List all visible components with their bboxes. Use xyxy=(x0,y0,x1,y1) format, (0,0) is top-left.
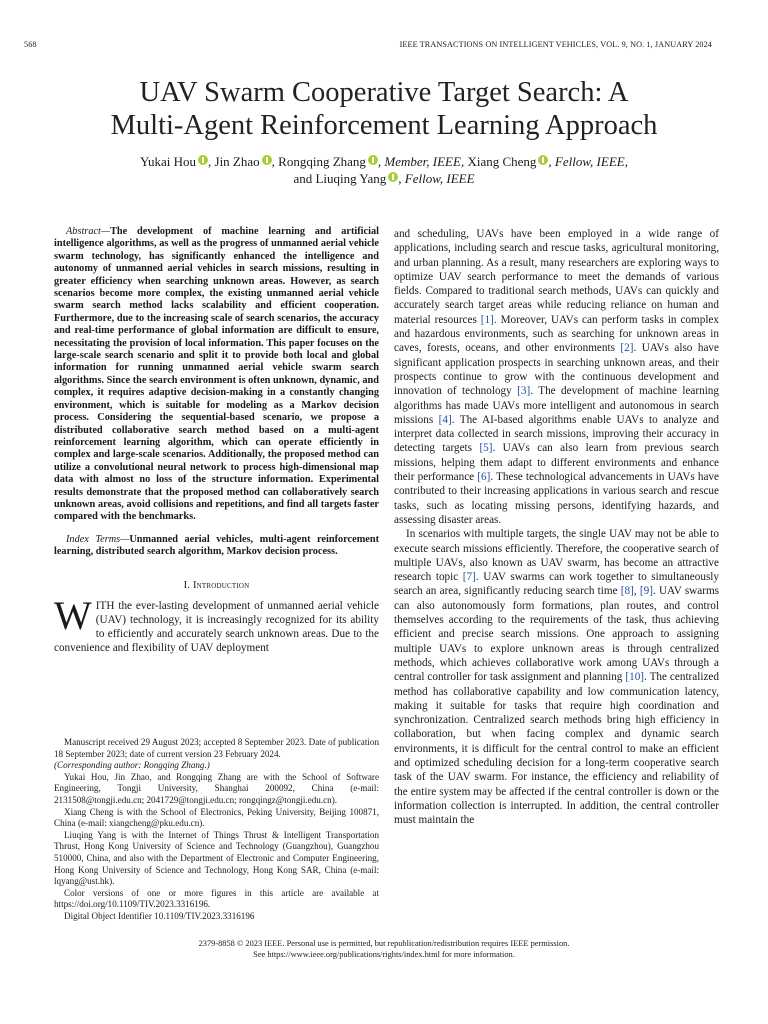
author-name: Jin Zhao xyxy=(214,154,260,169)
index-terms xyxy=(54,534,379,559)
orcid-icon[interactable] xyxy=(262,155,272,165)
citation-link[interactable]: [2] xyxy=(620,342,634,355)
text-run: In scenarios with multiple targets, the single UAV may not be able to execute search missions efficiently. Therefore, the cooperative search of multiple UAVs, also known as UAV swarm, has become an attractive research topic xyxy=(394,528,719,584)
author-name: Liuqing Yang xyxy=(315,171,387,186)
author-line-2: and Liuqing Yang , Fellow, IEEE xyxy=(293,171,475,186)
orcid-icon[interactable] xyxy=(198,155,208,165)
right-column xyxy=(394,227,719,827)
text-run: . The development of machine learning algorithms has made UAVs more intelligent and autonomous in search missions xyxy=(394,385,719,426)
index-terms-text: Unmanned aerial vehicles, multi-agent reinforcement learning, distributed search algorithm, Markov decision process. xyxy=(54,533,379,558)
author-role: Fellow, IEEE xyxy=(404,171,475,186)
footnote-corresponding: (Corresponding author: Rongqing Zhang.) xyxy=(54,760,210,771)
body-paragraph-2 xyxy=(394,527,719,827)
author-role: Fellow, IEEE xyxy=(554,154,625,169)
footnote-affiliation-1: Yukai Hou, Jin Zhao, and Rongqing Zhang are with the School of Software Engineering, Tongji University, Shanghai 200092, China (e-mail: 2131508@tongji.edu.cn; 2041729@tongji.edu.cn; rongqingz@tongji.edu.cn). xyxy=(54,771,379,805)
text-run: , xyxy=(633,585,640,598)
copyright-line: 2379-8858 © 2023 IEEE. Personal use is permitted, but republication/redistribution requires IEEE permission. xyxy=(198,939,570,948)
citation-link[interactable]: [3] xyxy=(517,385,531,398)
body-paragraph-1 xyxy=(394,227,719,527)
footnote-color-versions: Color versions of one or more figures in this article are available at https://doi.org/10.1109/TIV.2023.3316196. xyxy=(54,887,379,910)
author-name: Xiang Cheng xyxy=(467,154,537,169)
footnote-received: Manuscript received 29 August 2023; accepted 8 September 2023. Date of publication 18 September 2023; date of current version 23 February 2024. xyxy=(54,737,379,759)
rights-link-line[interactable]: See https://www.ieee.org/publications/rights/index.html for more information. xyxy=(253,950,515,959)
orcid-icon[interactable] xyxy=(538,155,548,165)
page-number: 568 xyxy=(24,40,37,49)
author-conjunction: and xyxy=(293,171,313,186)
title-line-1: UAV Swarm Cooperative Target Search: A xyxy=(139,77,629,108)
citation-link[interactable]: [8] xyxy=(620,585,634,598)
citation-link[interactable]: [7] xyxy=(462,571,476,584)
citation-link[interactable]: [6] xyxy=(477,471,491,484)
orcid-icon[interactable] xyxy=(368,155,378,165)
drop-cap: W xyxy=(54,592,92,638)
section-title: Introduction xyxy=(192,579,250,591)
citation-link[interactable]: [5] xyxy=(479,442,493,455)
orcid-icon[interactable] xyxy=(388,172,398,182)
citation-link[interactable]: [9] xyxy=(639,585,653,598)
author-name: Rongqing Zhang xyxy=(278,154,366,169)
text-run: . These technological advancements in UAVs have contributed to their increasing applications in various search and rescue tasks, such as locating missing persons, identifying hazards, and assessing disaster areas. xyxy=(394,471,719,526)
first-page-footnotes xyxy=(54,737,379,923)
left-column xyxy=(54,226,379,656)
text-run: . Moreover, UAVs can perform tasks in complex and hazardous environments, such as searching for unknown areas in caves, forests, oceans, and other environments xyxy=(394,313,719,355)
citation-link[interactable]: [10] xyxy=(625,671,645,684)
index-terms-label: Index Terms— xyxy=(66,533,130,545)
author-line-1: Yukai Hou , Jin Zhao , Rongqing Zhang , Member, IEEE, Xiang Cheng , Fellow, IEEE, xyxy=(140,154,628,169)
text-run: . The AI-based algorithms enable UAVs to analyze and interpret data collected in search missions, improving their accuracy in detecting targets xyxy=(394,413,720,455)
footnote-affiliation-3: Liuqing Yang is with the Internet of Things Thrust & Intelligent Transportation Thrust, Hong Kong University of Science and Technology (Guangzhou), Guangzhou 510000, China, and also with the Department of Electronic and Computer Engineering, Hong Kong University of Science and Technology, Hong Kong SAR, China (e-mail: lqyang@ust.hk). xyxy=(54,829,379,887)
abstract-label: Abstract— xyxy=(66,226,111,237)
intro-paragraph xyxy=(54,592,379,656)
text-run: . UAVs also have significant application prospects in searching unknown areas, and their prospects continue to grow with the continuous development and innovation of technology xyxy=(394,342,719,398)
intro-text: ITH the ever-lasting development of unmanned aerial vehicle (UAV) technology, it is increasingly recognized for its ability to efficiently and accurately search unknown areas. Due to the convenience and flexibility of UAV deployment xyxy=(54,599,379,655)
text-run: . UAV swarms can also autonomously form formations, plan routes, and control themselves according to the requirements of the task, thus achieving efficient and precise search missions. One approach to assigning multiple UAVs to explore unknown areas is through centralized methods, which achieves collaborative work among UAVs through a central controller for task assignment and planning xyxy=(394,585,719,684)
author-role: Member, IEEE xyxy=(384,154,461,169)
abstract xyxy=(54,226,379,524)
title-line-2: Multi-Agent Reinforcement Learning Approach xyxy=(110,110,658,141)
abstract-text: The development of machine learning and artificial intelligence algorithms, as well as the progress of unmanned aerial vehicle swarm technology, has significantly enhanced the intelligence and autonomy of unmanned aerial vehicles in search missions, resulting in greater efficiency when searching unknown areas. However, as search scenarios become more complex, the existing unmanned aerial vehicle swarm search method lacks scalability and efficient cooperation. Furthermore, due to the increasing scale of search scenarios, the accuracy and real-time performance of global information are difficult to ensure, necessitating the provision of local information. This paper focuses on the large-scale search scenario and split it to provide both local and global information for running unmanned aerial vehicle swarm search algorithms. Since the search environment is often unknown, dynamic, and complex, it requires adaptive decision-making in a constantly changing environment, which is suitable for modeling as a Markov decision process. Considering the sequential-based scenario, we propose a distributed collaborative search method based on a multi-agent reinforcement learning algorithm, which can operate efficiently in complex and large-scale scenarios. Additionally, the proposed method can utilize a convolutional neural network to process high-dimensional map data with almost no loss of the structure information. Experimental results demonstrate that the proposed method can collaboratively search unknown areas, avoid collisions and repetitions, and find all targets faster compared with the benchmarks. xyxy=(54,226,379,523)
author-list xyxy=(24,153,744,187)
citation-link[interactable]: [4] xyxy=(438,413,452,426)
footnote-doi: Digital Object Identifier 10.1109/TIV.2023.3316196 xyxy=(64,910,255,921)
text-run: . UAV swarms can work together to simultaneously search an area, significantly reducing search time xyxy=(394,571,719,598)
text-run: . The centralized method has collaborative capability and low communication latency, making it suitable for tasks that require high coordination and synchronization. Centralized search methods bring high efficiency in collaboration, but when facing complex and dynamic search environments, it is difficult for the central control to make an efficient and optimized scheduling decision for a long-term cooperative search task of the UAV swarm. For instance, the efficiency and reliability of the entire system may be affected if the central controller is down or the information collection is interrupted. In addition, the central controller must maintain the xyxy=(394,671,719,827)
text-run: and scheduling, UAVs have been employed in a wide range of applications, including search and rescue tasks, agricultural monitoring, and urban planning. As a result, many researchers are exploring ways to optimize UAV search performance to meet the demands of various fields. Compared to traditional search methods, UAVs can quickly and accurately search target areas while reducing reliance on human and material resources xyxy=(394,228,719,326)
journal-reference: IEEE TRANSACTIONS ON INTELLIGENT VEHICLES, VOL. 9, NO. 1, JANUARY 2024 xyxy=(399,40,712,49)
section-number: I. xyxy=(183,579,191,591)
author-name: Yukai Hou xyxy=(140,154,197,169)
citation-link[interactable]: [1] xyxy=(480,313,494,326)
section-heading-introduction xyxy=(54,580,379,591)
footnote-affiliation-2: Xiang Cheng is with the School of Electronics, Peking University, Beijing 100871, China (e-mail: xiangcheng@pku.edu.cn). xyxy=(54,806,379,829)
paper-title xyxy=(24,76,744,142)
text-run: . UAVs can also learn from previous search missions, helping them adapt to different environments and enhance their performance xyxy=(394,442,719,484)
copyright-footer xyxy=(24,938,744,960)
